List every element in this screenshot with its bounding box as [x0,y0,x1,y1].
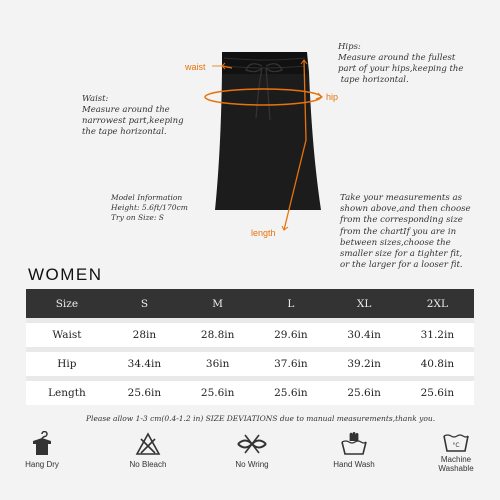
table-cell: 29.6in [254,318,327,347]
skirt-shape [215,52,321,210]
size-chart-title: WOMEN [28,265,103,284]
machine-washable-icon [441,431,471,453]
no-wring-icon [236,431,268,457]
care-label: Hang Dry [25,460,59,469]
hip-label: hip [326,92,339,102]
care-item-no-bleach [108,431,188,469]
table-row [26,376,474,405]
table-cell: 25.6in [181,376,254,405]
skirt-waistband [222,52,307,74]
care-item-hang-dry [2,431,82,469]
care-item-hand-wash [314,431,394,469]
hips-note: Hips: Measure around the fullest part of your hips,keeping the tape horizontal. [338,42,464,85]
table-cell: 40.8in [401,347,474,376]
size-chart-table [26,289,474,405]
size-chart-header-row [26,289,474,318]
table-row [26,347,474,376]
header-s: S [108,289,181,318]
table-cell: 25.6in [108,376,181,405]
table-cell: 39.2in [328,347,401,376]
care-label: No Wring [235,460,269,469]
table-cell: 37.6in [254,347,327,376]
table-cell: 30.4in [328,318,401,347]
waist-note: Waist: Measure around the narrowest part,keeping the tape horizontal. [82,94,184,137]
model-information: Model Information Height: 5.6ft/170cm Try on Size: S [111,193,188,222]
table-cell: 31.2in [401,318,474,347]
header-m: M [181,289,254,318]
table-cell: 25.6in [401,376,474,405]
row-label: Length [26,376,108,405]
waist-label: waist [185,62,206,72]
care-label: Hand Wash [333,460,375,469]
care-item-machine-washable [416,431,496,473]
header-l: L [254,289,327,318]
table-cell: 28.8in [181,318,254,347]
care-label: No Bleach [129,460,167,469]
no-bleach-icon [135,431,161,457]
row-label: Hip [26,347,108,376]
length-label: length [251,228,276,238]
header-size: Size [26,289,108,318]
hang-dry-icon [29,431,55,457]
care-label: Machine Washable [438,455,474,473]
header-2xl: 2XL [401,289,474,318]
row-label: Waist [26,318,108,347]
measurement-instructions: Take your measurements as shown above,and then choose from the corresponding size from the chartIf you are in between sizes,choose the smaller size for a tighter fit, or the larger for a looser fit. [340,193,471,271]
care-item-no-wring [212,431,292,469]
table-cell: 28in [108,318,181,347]
table-cell: 25.6in [328,376,401,405]
size-deviation-note: Please allow 1-3 cm(0.4-1.2 in) SIZE DEVIATIONS due to manual measurements,thank you. [86,414,436,423]
table-row [26,318,474,347]
hand-wash-icon [339,431,369,457]
table-cell: 36in [181,347,254,376]
svg-text:°C: °C [452,442,460,449]
header-xl: XL [328,289,401,318]
table-cell: 25.6in [254,376,327,405]
table-cell: 34.4in [108,347,181,376]
